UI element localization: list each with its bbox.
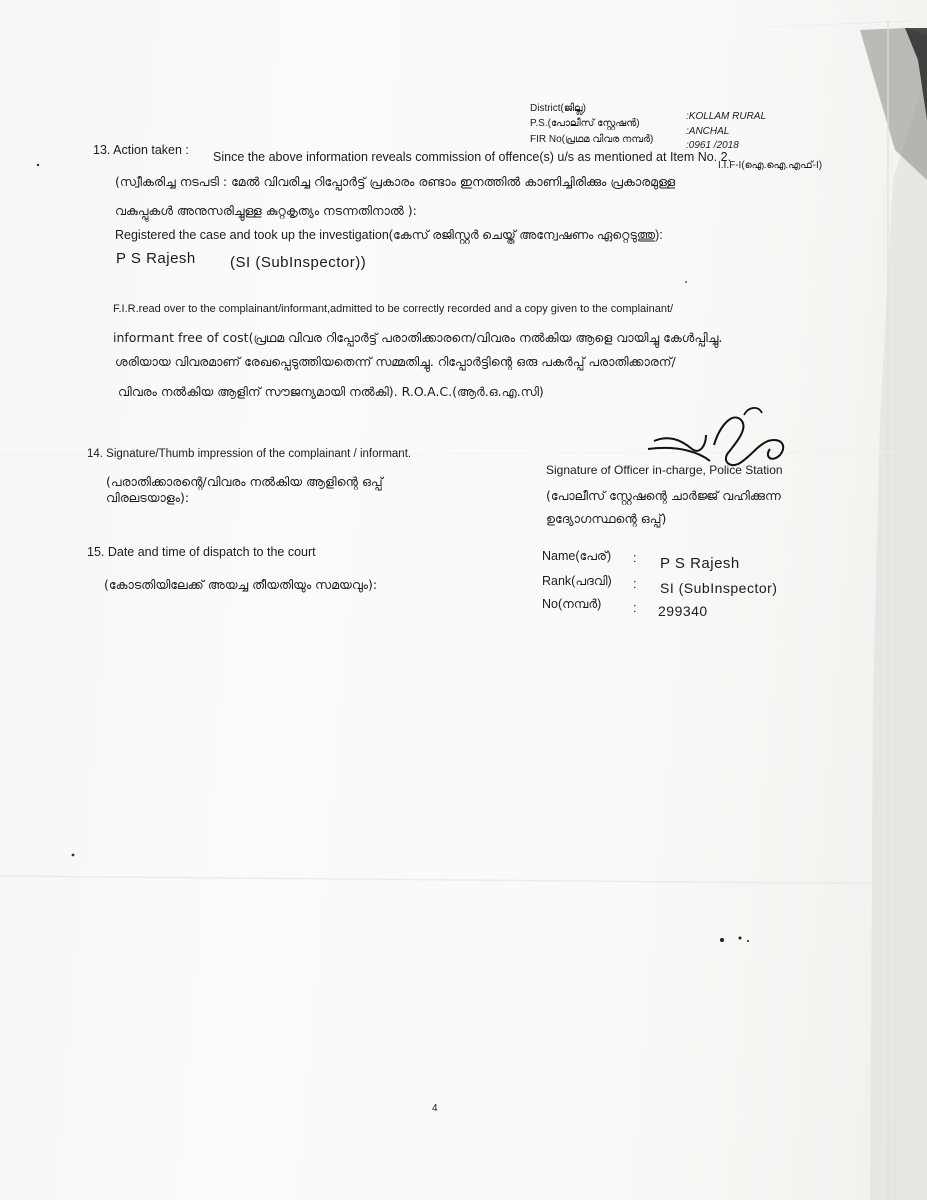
item13-line1: Since the above information reveals commission of offence(s) u/s as mentioned at Item No. 2. bbox=[213, 150, 732, 164]
item14-mal-line2: വിരലടയാളം): bbox=[106, 490, 190, 505]
item14-mal-line1: (പരാതിക്കാരന്റെ/വിവരം നൽകിയ ആളിന്റെ ഒപ്പ് bbox=[106, 474, 383, 489]
fir-read-line4: വിവരം നൽകിയ ആളിന് സൗജന്യമായി നൽകി). R.O.A.C.(ആർ.ഒ.എ.സി) bbox=[118, 384, 544, 399]
number-label: No(നമ്പർ) bbox=[542, 597, 602, 611]
officer-signature-label: Signature of Officer in-charge, Police Station bbox=[546, 463, 783, 477]
number-colon: : bbox=[633, 601, 637, 615]
rank-colon: : bbox=[633, 577, 637, 591]
police-station-value: :ANCHAL bbox=[686, 126, 730, 137]
number-value: 299340 bbox=[658, 603, 708, 619]
fir-number-value: :0961 /2018 bbox=[686, 140, 739, 151]
officer-signature-mal-line1: (പോലീസ് സ്റ്റേഷന്റെ ചാർജ്ജ് വഹിക്കുന്ന bbox=[546, 488, 781, 503]
rank-label: Rank(പദവി) bbox=[542, 574, 612, 588]
fir-read-line2: informant free of cost(പ്രഥമ വിവര റിപ്പോർട്ട് പരാതിക്കാരനെ/വിവരം നൽകിയ ആളെ വായിച്ചു കേൾപ്പിച്ചു. bbox=[113, 330, 723, 345]
name-value: P S Rajesh bbox=[660, 555, 740, 572]
fir-number-label: FIR No(പ്രഥമ വിവര നമ്പർ) bbox=[530, 134, 654, 145]
item13-line4: Registered the case and took up the investigation(കേസ് രജിസ്റ്റർ ചെയ്ത് അന്വേഷണം ഏറ്റെടുത്തു): bbox=[115, 228, 663, 242]
name-label: Name(പേര്) bbox=[542, 549, 612, 563]
item13-label: 13. Action taken : bbox=[93, 143, 189, 157]
item15-mal-line: (കോടതിയിലേക്ക് അയച്ച തീയതിയും സമയവും): bbox=[104, 577, 378, 592]
officer-signature-mal-line2: ഉദ്യോഗസ്ഥന്റെ ഒപ്പ്) bbox=[546, 511, 667, 526]
item15-label: 15. Date and time of dispatch to the court bbox=[87, 545, 316, 559]
form-code: I.I.F-I(ഐ.ഐ.എഫ്-I) bbox=[718, 160, 823, 171]
item13-line2: (സ്വീകരിച്ച നടപടി : മേൽ വിവരിച്ച റിപ്പോർട്ട് പ്രകാരം രണ്ടാം ഇനത്തിൽ കാണിച്ചിരിക്കും പ്രകാരമുള്ള bbox=[115, 174, 676, 189]
fir-read-line1: F.I.R.read over to the complainant/informant,admitted to be correctly recorded and a copy given to the complainant/ bbox=[113, 303, 674, 315]
page-number: 4 bbox=[432, 1103, 438, 1114]
item14-label: 14. Signature/Thumb impression of the complainant / informant. bbox=[87, 448, 412, 460]
district-label: District(ജില്ല) bbox=[530, 103, 586, 114]
police-station-label: P.S.(പോലീസ് സ്റ്റേഷൻ) bbox=[530, 118, 640, 129]
district-value: :KOLLAM RURAL bbox=[686, 111, 767, 122]
fir-read-line3: ശരിയായ വിവരമാണ് രേഖപ്പെടുത്തിയതെന്ന് സമ്മതിച്ചു. റിപ്പോർട്ടിന്റെ ഒരു പകർപ്പ് പരാതിക്കാരന്/ bbox=[115, 354, 676, 369]
rank-value: SI (SubInspector) bbox=[660, 580, 778, 596]
investigating-officer-rank: (SI (SubInspector)) bbox=[230, 254, 367, 271]
item13-line3: വകുപ്പുകൾ അനുസരിച്ചുള്ള കുറ്റകൃത്യം നടന്നതിനാൽ ): bbox=[115, 203, 417, 218]
name-colon: : bbox=[633, 551, 637, 565]
investigating-officer-name: P S Rajesh bbox=[116, 250, 196, 267]
